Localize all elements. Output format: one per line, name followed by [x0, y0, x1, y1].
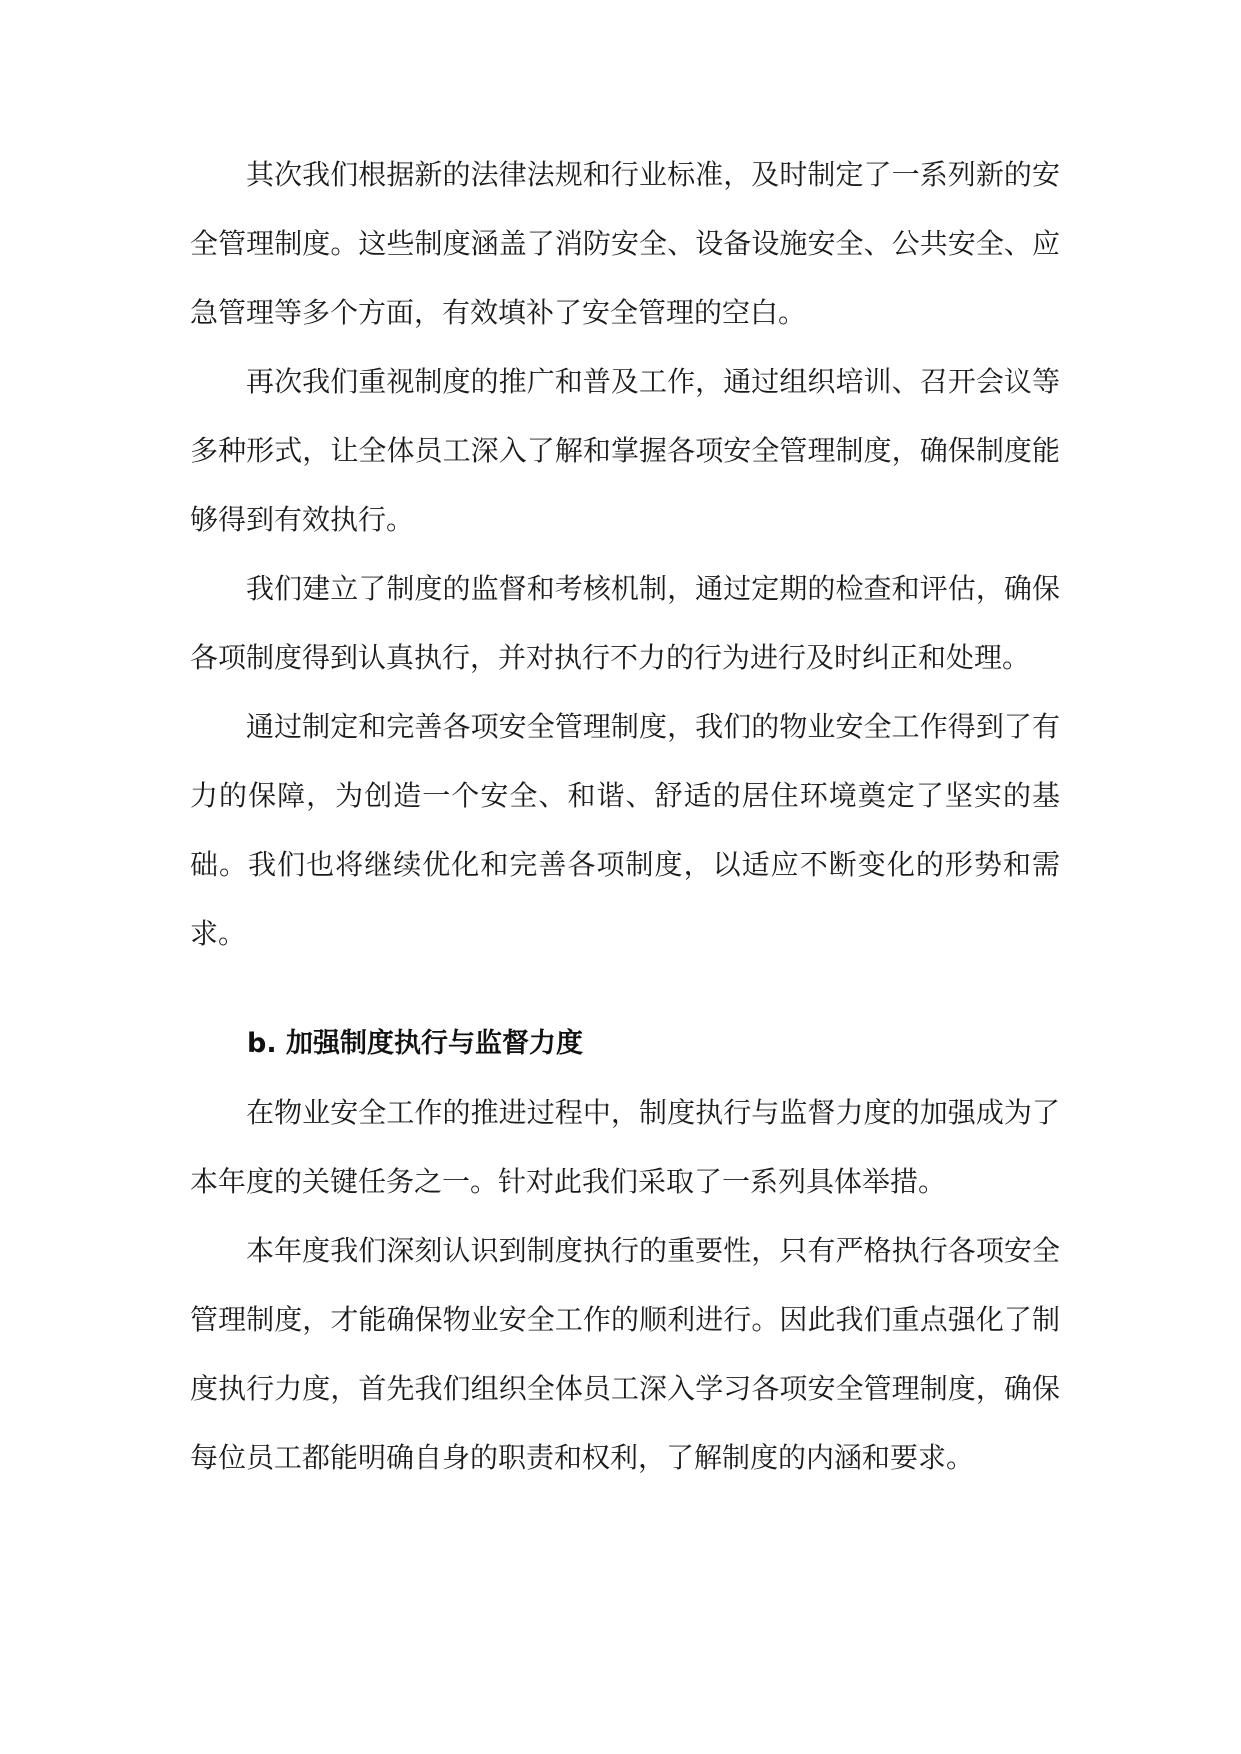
paragraph-execution-importance: 本年度我们深刻认识到制度执行的重要性，只有严格执行各项安全管理制度，才能确保物业安全工作的顺利进行。因此我们重点强化了制度执行力度，首先我们组织全体员工深入学习各项安全管理制度，确保每位员工都能明确自身的职责和权利，了解制度的内涵和要求。 — [190, 1234, 1060, 1474]
paragraph-new-regulations: 其次我们根据新的法律法规和行业标准，及时制定了一系列新的安全管理制度。这些制度涵盖了消防安全、设备设施安全、公共安全、应急管理等多个方面，有效填补了安全管理的空白。 — [190, 158, 1060, 329]
paragraph-key-task: 在物业安全工作的推进过程中，制度执行与监督力度的加强成为了本年度的关键任务之一。针对此我们采取了一系列具体举措。 — [190, 1096, 1060, 1198]
section-heading: b. 加强制度执行与监督力度 — [247, 1028, 583, 1059]
document-body — [190, 140, 1060, 1492]
paragraph-promotion-training: 再次我们重视制度的推广和普及工作，通过组织培训、召开会议等多种形式，让全体员工深入了解和掌握各项安全管理制度，确保制度能够得到有效执行。 — [190, 365, 1060, 536]
paragraph-supervision-mechanism: 我们建立了制度的监督和考核机制，通过定期的检查和评估，确保各项制度得到认真执行，并对执行不力的行为进行及时纠正和处理。 — [190, 572, 1060, 674]
paragraph-summary: 通过制定和完善各项安全管理制度，我们的物业安全工作得到了有力的保障，为创造一个安全、和谐、舒适的居住环境奠定了坚实的基础。我们也将继续优化和完善各项制度，以适应不断变化的形势和需求。 — [190, 710, 1060, 950]
